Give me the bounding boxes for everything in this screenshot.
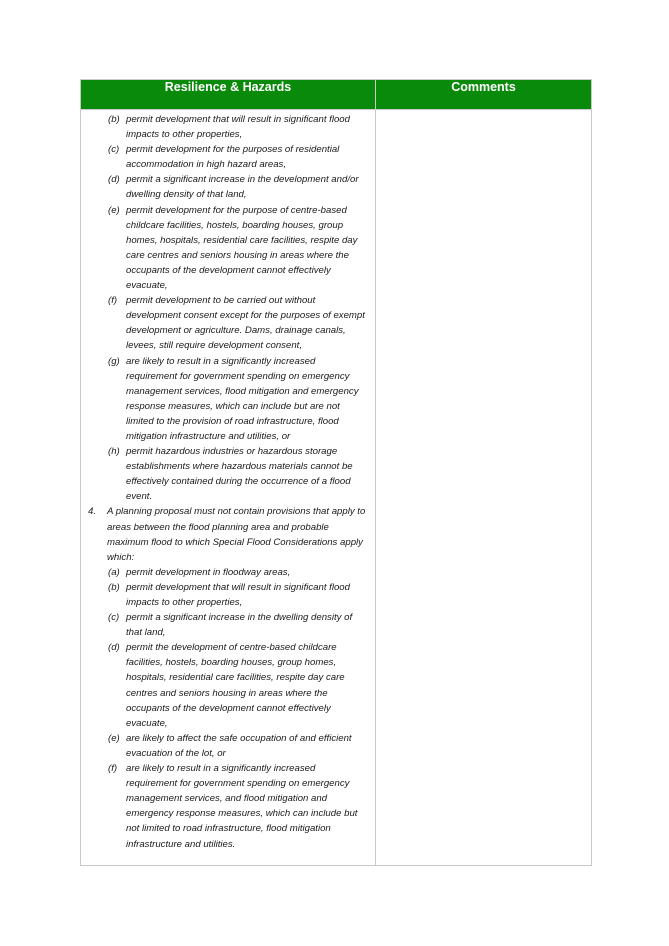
item-text: permit a significant increase in the development and/or dwelling density of that land, xyxy=(126,174,359,201)
item-text: permit hazardous industries or hazardous storage establishments where hazardous materials cannot be effectively contained during the occurrence of a flood event. xyxy=(126,446,353,503)
item-text: are likely to affect the safe occupation of and efficient evacuation of the lot, or xyxy=(126,732,352,759)
item-text: permit development for the purpose of centre-based childcare facilities, hostels, boarding houses, group homes, hospitals, residential care facilities, respite day care centres and seniors housing in areas where the occupants of the development cannot effectively evacuate, xyxy=(126,204,358,292)
table-header-row xyxy=(81,80,592,110)
item-text: permit development in floodway areas, xyxy=(126,566,291,578)
item-label: (h) xyxy=(108,446,120,458)
item-label: (g) xyxy=(108,355,120,367)
item-label: (d) xyxy=(108,642,120,654)
item-text: permit the development of centre-based childcare facilities, hostels, boarding houses, group homes, hospitals, residential care facilities, respite day care centres and seniors housing in areas where the occupants of the development cannot effectively evacuate, xyxy=(126,642,345,729)
item-label: (c) xyxy=(108,144,120,156)
item-label: (d) xyxy=(108,174,120,186)
list-item xyxy=(88,731,369,761)
list-item xyxy=(88,761,369,852)
item-text: permit development to be carried out without development consent except for the purposes of exempt development or agriculture. Dams, drainage canals, levees, still require development consent, xyxy=(126,295,365,352)
list-item xyxy=(88,580,369,610)
list-item xyxy=(88,172,369,202)
header-resilience-hazards: Resilience & Hazards xyxy=(81,80,376,110)
list-item xyxy=(88,293,369,353)
item-label: (e) xyxy=(108,204,120,216)
list-item xyxy=(88,610,369,640)
item-label: (e) xyxy=(108,732,120,744)
clause-text: A planning proposal must not contain provisions that apply to areas between the flood planning area and probable maximum flood to which Special Flood Considerations apply which: xyxy=(107,506,366,563)
item-label: (a) xyxy=(108,566,120,578)
item-text: permit a significant increase in the dwelling density of that land, xyxy=(126,612,353,639)
list-item xyxy=(88,112,369,142)
list-item xyxy=(88,354,369,445)
item-text: permit development for the purposes of residential accommodation in high hazard areas, xyxy=(126,144,340,171)
list-item xyxy=(88,203,369,294)
clause-4 xyxy=(88,504,369,564)
item-label: (b) xyxy=(108,581,120,593)
list-item xyxy=(88,444,369,504)
list-item xyxy=(88,142,369,172)
item-label: (f) xyxy=(108,763,118,775)
item-text: are likely to result in a significantly increased requirement for government spending on emergency management services, and flood mitigation and emergency response measures, which can include but not limited to road infrastructure, flood mitigation infrastructure and utilities. xyxy=(126,763,358,850)
header-comments: Comments xyxy=(376,80,592,110)
item-text: permit development that will result in significant flood impacts to other properties, xyxy=(126,114,350,141)
list-item xyxy=(88,640,369,731)
resilience-hazards-table xyxy=(80,79,592,866)
clause-number: 4. xyxy=(88,506,97,518)
item-label: (f) xyxy=(108,295,118,307)
item-text: are likely to result in a significantly increased requirement for government spending on emergency management services, flood mitigation and emergency response measures, which can include but are not limited to the provision of road infrastructure, flood mitigation infrastructure and utilities, or xyxy=(126,355,359,442)
comments-cell xyxy=(376,110,592,866)
provisions-cell xyxy=(81,110,376,866)
item-label: (b) xyxy=(108,114,120,125)
table-row xyxy=(81,110,592,866)
item-label: (c) xyxy=(108,612,120,624)
list-item xyxy=(88,565,369,580)
item-text: permit development that will result in significant flood impacts to other properties, xyxy=(126,581,350,608)
